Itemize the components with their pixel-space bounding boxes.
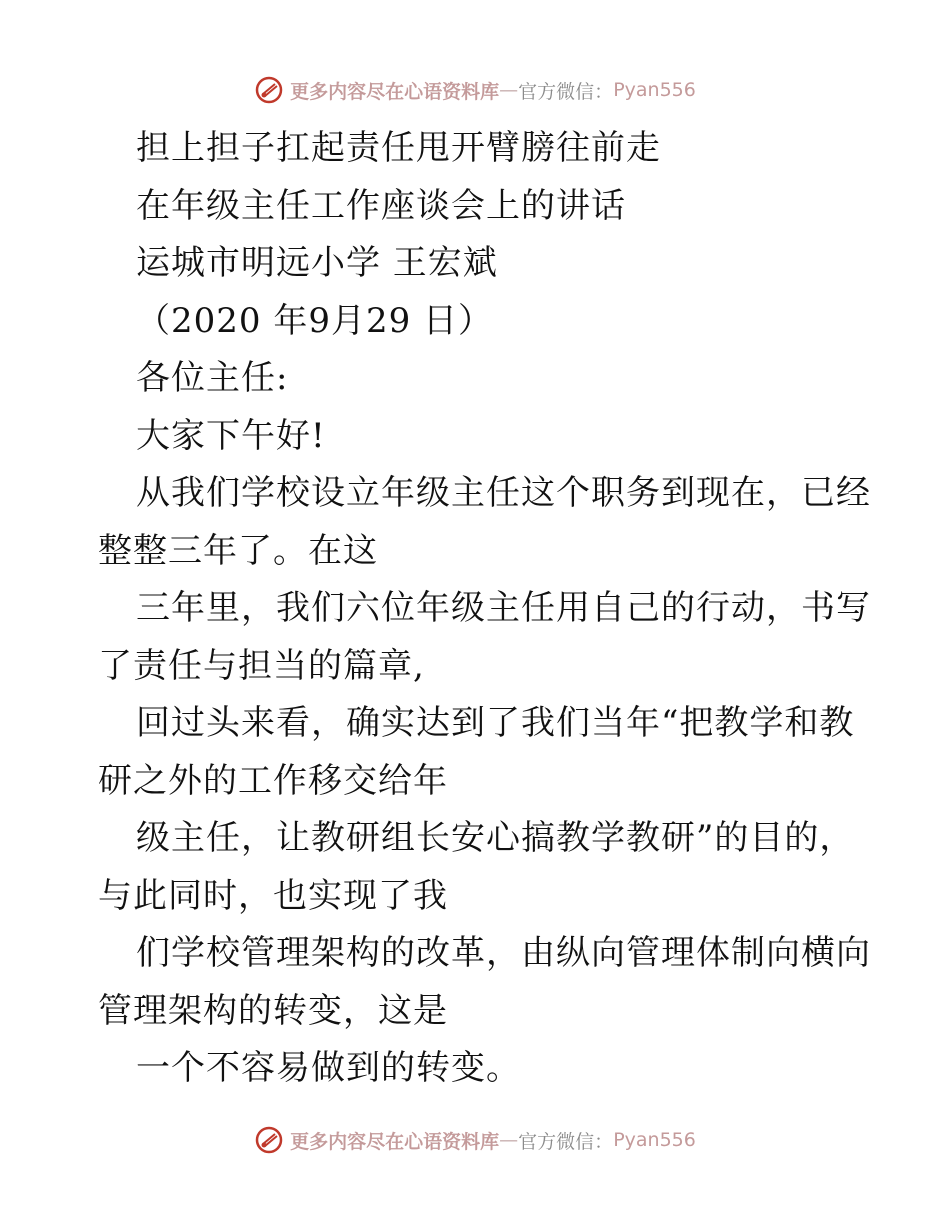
paragraph-line: 了责任与担当的篇章, — [98, 645, 425, 686]
paragraph-line: 们学校管理架构的改革，由纵向管理体制向横向 — [136, 933, 871, 973]
watermark-brand: 更多内容尽在心语资料库 — [290, 1130, 500, 1153]
salutation: 各位主任: — [136, 358, 289, 398]
paragraph-line: 管理架构的转变，这是 — [98, 990, 448, 1031]
document-subtitle: 在年级主任工作座谈会上的讲话 — [136, 185, 626, 226]
watermark-header — [0, 70, 950, 110]
watermark-footer — [0, 1120, 950, 1160]
document-body — [98, 120, 871, 1098]
watermark-separator: — — [499, 79, 519, 101]
paragraph-line: 从我们学校设立年级主任这个职务到现在，已经 — [136, 473, 871, 513]
paragraph-line: 与此同时，也实现了我 — [98, 875, 448, 916]
document-author: 运城市明远小学 王宏斌 — [136, 243, 498, 283]
document-title: 担上担子扛起责任甩开臂膀往前走 — [136, 128, 661, 168]
paragraph-line: 回过头来看，确实达到了我们当年“把教学和教 — [136, 703, 855, 743]
watermark-account: Pyan556 — [613, 1129, 696, 1151]
logo-icon — [254, 1125, 284, 1155]
watermark-account: Pyan556 — [613, 79, 696, 101]
paragraph-line: 三年里，我们六位年级主任用自己的行动，书写 — [136, 588, 871, 628]
document-date: （2020 年9月29 日） — [136, 300, 494, 341]
greeting: 大家下午好! — [136, 415, 326, 456]
paragraph-line: 整整三年了。在这 — [98, 530, 378, 571]
paragraph-line: 级主任，让教研组长安心搞教学教研”的目的， — [136, 818, 855, 858]
logo-icon — [254, 75, 284, 105]
watermark-label: 官方微信： — [518, 80, 614, 103]
watermark-brand: 更多内容尽在心语资料库 — [290, 80, 500, 103]
watermark-label: 官方微信： — [518, 1130, 614, 1153]
paragraph-line: 研之外的工作移交给年 — [98, 760, 448, 801]
watermark-separator: — — [499, 1129, 519, 1151]
paragraph-line: 一个不容易做到的转变。 — [136, 1048, 521, 1088]
